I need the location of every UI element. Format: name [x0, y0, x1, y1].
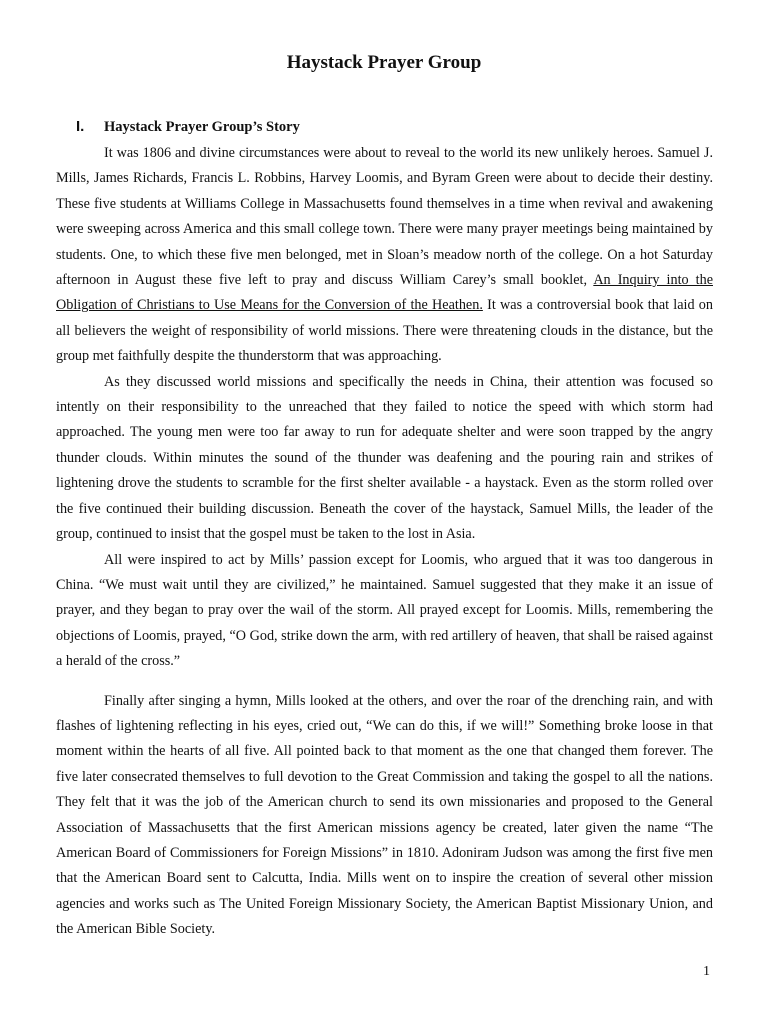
section-heading-text: Haystack Prayer Group’s Story	[104, 119, 300, 135]
paragraph-2: As they discussed world missions and specifically the needs in China, their attention was focused so intently on their responsibility to the unreached that they failed to notice the speed with which storm had approached. The young men were too far away to run for adequate shelter and were soon trapped by the angry thunder clouds. Within minutes the sound of the thunder was deafening and the pouring rain and strikes of lightening drove the students to scramble for the first shelter available - a haystack. Even as the storm rolled over the five continued their building discussion. Beneath the cover of the haystack, Samuel Mills, the leader of the group, continued to insist that the gospel must be taken to the lost in Asia.	[56, 373, 713, 543]
paragraph-1	[56, 141, 713, 370]
booklet-title-underlined: An Inquiry into the Obligation of Christians to Use Means for the Conversion of the Heathen.	[56, 272, 713, 314]
paragraph-4: Finally after singing a hymn, Mills looked at the others, and over the roar of the drenching rain, and with flashes of lightening reflecting in his eyes, cried out, “We can do this, if we will!” Something broke loose in that moment within the hearts of all five. All pointed back to that moment as the one that changed them forever. The five later consecrated themselves to full devotion to the Great Commission and taking the gospel to all the nations. They felt that it was the job of the American church to send its own missionaries and proposed to the General Association of Massachusetts that the first American missions agency be created, later given the name “The American Board of Commissioners for Foreign Missions” in 1810. Adoniram Judson was among the first five men that the American Board sent to Calcutta, India. Mills went on to inspire the creation of several other mission agencies and works such as The United Foreign Missionary Society, the American Baptist Missionary Union, and the American Bible Society.	[56, 692, 713, 938]
page-number: 1	[703, 964, 710, 979]
body-text	[56, 141, 713, 943]
paragraph-1-text-a: It was 1806 and divine circumstances were about to reveal to the world its new unlikely heroes. Samuel J. Mills, James Richards, Francis L. Robbins, Harvey Loomis, and Byram Green were about to decide their destiny. These five students at Williams College in Massachusetts found themselves in a time when revival and awakening were sweeping across America and this small college town. There were many prayer meetings being maintained by students. One, to which these five men belonged, met in Sloan’s meadow north of the college. On a hot Saturday afternoon in August these five left to pray and discuss William Carey’s small booklet,	[56, 145, 713, 289]
document-title: Haystack Prayer Group	[286, 52, 482, 73]
section-numeral: I.	[76, 118, 85, 135]
section-heading	[56, 118, 300, 136]
paragraph-1-text-b: It was a controversial book that laid on all believers the weight of responsibility of world missions. There were threatening clouds in the distance, but the group met faithfully despite the thunderstorm that was approaching.	[56, 297, 713, 365]
paragraph-3: All were inspired to act by Mills’ passion except for Loomis, who argued that it was too dangerous in China. “We must wait until they are civilized,” he maintained. Samuel suggested that they make it an issue of prayer, and they began to pray over the wail of the storm. All prayed except for Loomis. Mills, remembering the objections of Loomis, prayed, “O God, strike down the arm, with red artillery of heaven, that shall be raised against a herald of the cross.”	[56, 551, 713, 670]
